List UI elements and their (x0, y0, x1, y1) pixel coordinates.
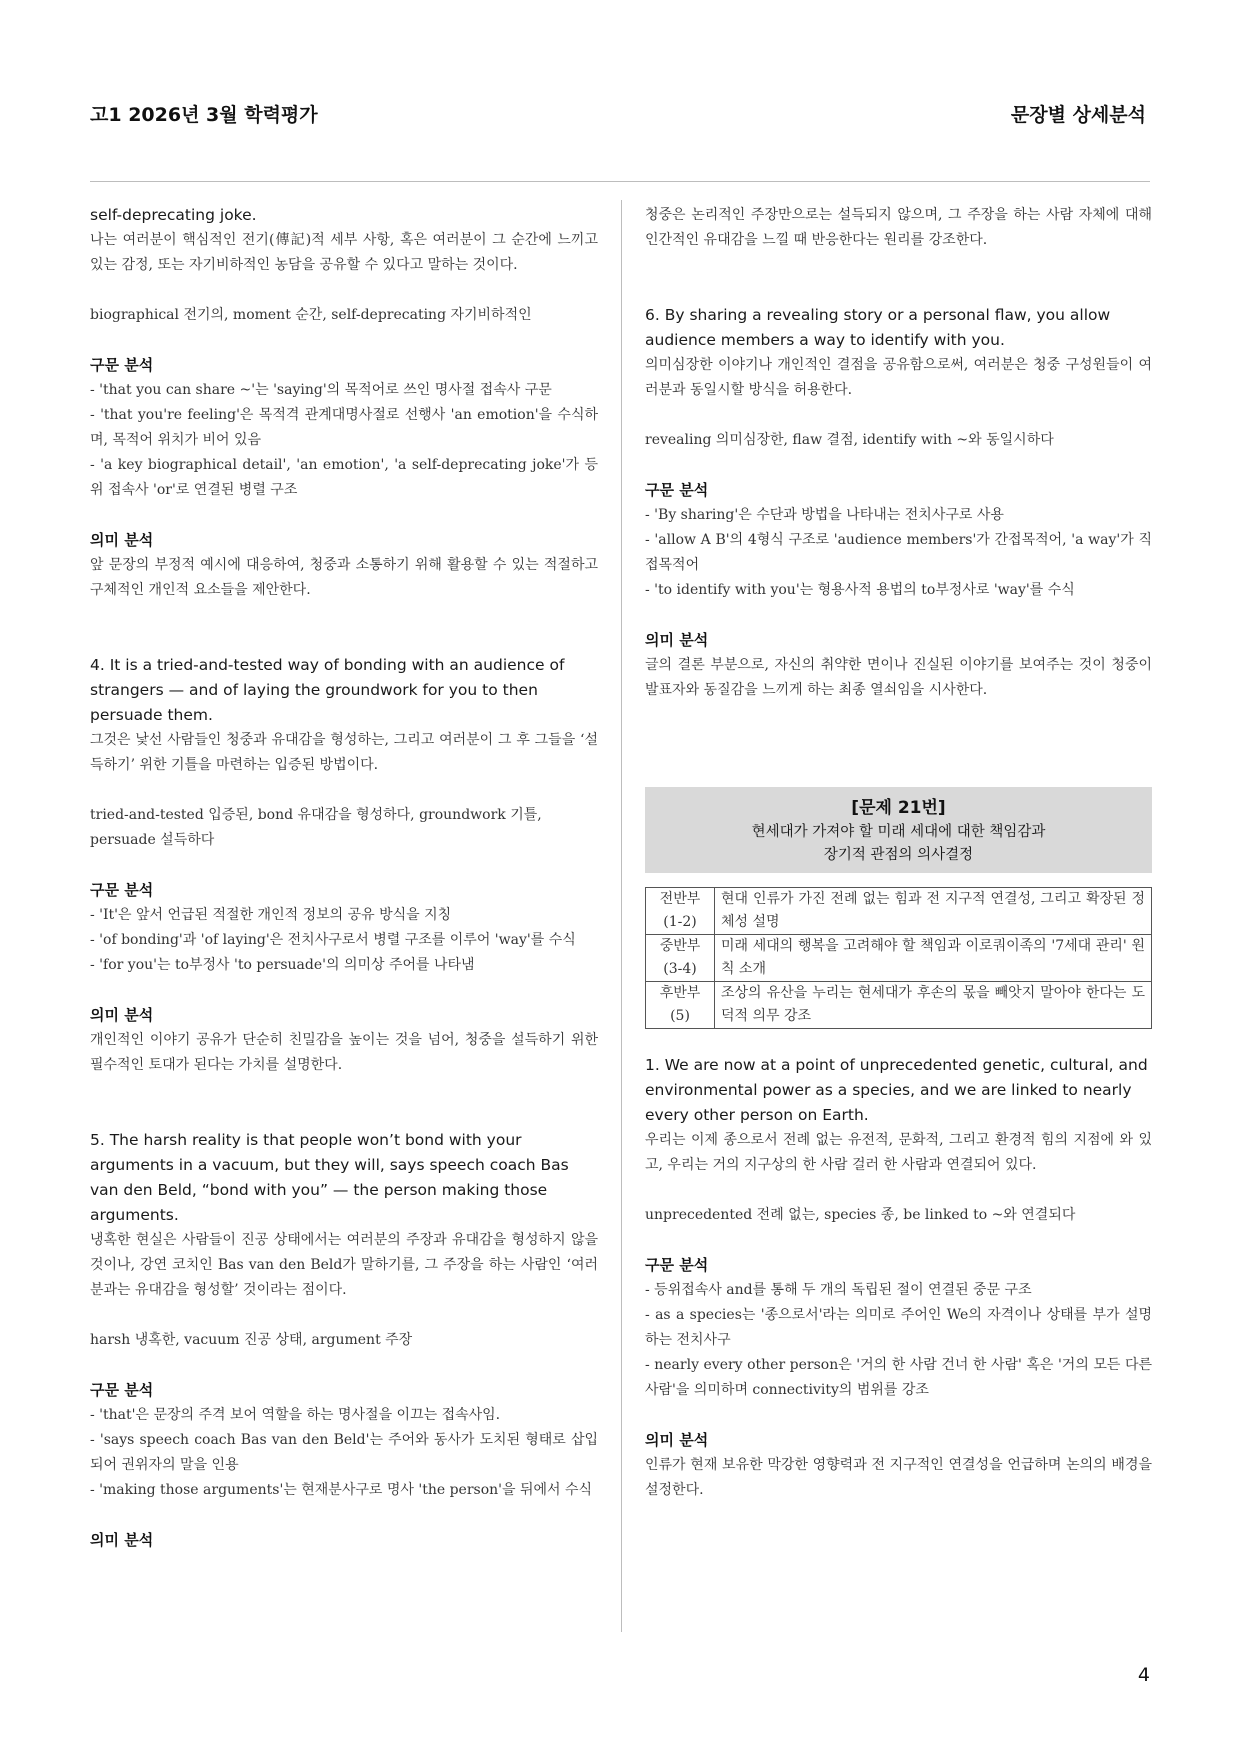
problem-title: [문제 21번] (851, 798, 946, 818)
syntax-item: - 'says speech coach Bas van den Beld'는 주어와 동사가 도치된 형태로 삽입되어 권위자의 말을 인용 (90, 1432, 598, 1473)
table-row (646, 888, 1152, 935)
sentence-5-translation: 냉혹한 현실은 사람들이 진공 상태에서는 여러분의 주장과 유대감을 형성하지 않을 것이나, 강연 코치인 Bas van den Beld가 말하기를, 그 주장을 하는 사람인 ‘여러분과는 유대감을 형성할’ 것이라는 점이다. (90, 1232, 598, 1298)
syntax-label: 구문 분석 (90, 881, 154, 899)
sentence-5-vocab: harsh 냉혹한, vacuum 진공 상태, argument 주장 (90, 1332, 413, 1348)
structure-description: 조상의 유산을 누리는 현세대가 후손의 몫을 빼앗지 말아야 한다는 도덕적 의무 강조 (715, 982, 1152, 1029)
table-row (646, 935, 1152, 982)
sentence-1-vocab: unprecedented 전례 없는, species 종, be linked to ~와 연결되다 (645, 1207, 1076, 1223)
sentence-6-translation: 의미심장한 이야기나 개인적인 결점을 공유함으로써, 여러분은 청중 구성원들이 여러분과 동일시할 방식을 허용한다. (645, 357, 1152, 398)
problem-subtitle-line2: 장기적 관점의 의사결정 (823, 847, 974, 863)
syntax-item: - 'allow A B'의 4형식 구조로 'audience members'가 간접목적어, 'a way'가 직접목적어 (645, 532, 1152, 573)
structure-part (646, 888, 715, 935)
syntax-item: - 'By sharing'은 수단과 방법을 나타내는 전치사구로 사용 (645, 507, 1004, 523)
structure-part (646, 982, 715, 1029)
part-range: (1-2) (663, 914, 697, 930)
meaning-text: 글의 결론 부분으로, 자신의 취약한 면이나 진실된 이야기를 보여주는 것이 청중이 발표자와 동질감을 느끼게 하는 최종 열쇠임을 시사한다. (645, 657, 1152, 698)
syntax-list (90, 1403, 598, 1503)
meaning-label: 의미 분석 (90, 1006, 154, 1024)
syntax-item: - 'for you'는 to부정사 'to persuade'의 의미상 주어를 나타냄 (90, 957, 475, 973)
part-name: 후반부 (659, 985, 701, 1001)
column-divider (621, 200, 622, 1632)
syntax-item: - 'to identify with you'는 형용사적 용법의 to부정사로 'way'를 수식 (645, 582, 1075, 598)
part-range: (5) (670, 1008, 690, 1024)
part-name: 중반부 (659, 938, 701, 954)
sentence-3-english-tail: self-deprecating joke. (90, 206, 257, 224)
sentence-3-vocab: biographical 전기의, moment 순간, self-deprecating 자기비하적인 (90, 307, 532, 323)
syntax-item: - 등위접속사 and를 통해 두 개의 독립된 절이 연결된 중문 구조 (645, 1282, 1032, 1298)
syntax-item: - 'that you're feeling'은 목적격 관계대명사절로 선행사 'an emotion'을 수식하며, 목적어 위치가 비어 있음 (90, 407, 598, 448)
sentence-4-english: 4. It is a tried-and-tested way of bonding with an audience of strangers — and of laying the groundwork for you to then persuade them. (90, 656, 565, 724)
syntax-list (645, 503, 1152, 603)
left-column (90, 203, 598, 1553)
syntax-list (645, 1278, 1152, 1403)
structure-description: 미래 세대의 행복을 고려해야 할 책임과 이로쿼이족의 '7세대 관리' 원칙 소개 (715, 935, 1152, 982)
header-rule (90, 181, 1150, 182)
syntax-item: - 'that'은 문장의 주격 보어 역할을 하는 명사절을 이끄는 접속사임. (90, 1407, 501, 1423)
part-name: 전반부 (659, 891, 701, 907)
sentence-4-translation: 그것은 낯선 사람들인 청중과 유대감을 형성하는, 그리고 여러분이 그 후 그들을 ‘설득하기’ 위한 기틀을 마련하는 입증된 방법이다. (90, 732, 598, 773)
meaning-text: 앞 문장의 부정적 예시에 대응하여, 청중과 소통하기 위해 활용할 수 있는 적절하고 구체적인 개인적 요소들을 제안한다. (90, 557, 598, 598)
meaning-text: 청중은 논리적인 주장만으로는 설득되지 않으며, 그 주장을 하는 사람 자체에 대해 인간적인 유대감을 느낄 때 반응한다는 원리를 강조한다. (645, 207, 1152, 248)
sentence-4-vocab: tried-and-tested 입증된, bond 유대감을 형성하다, groundwork 기틀, persuade 설득하다 (90, 807, 542, 848)
meaning-label: 의미 분석 (645, 1431, 709, 1449)
syntax-item: - 'of bonding'과 'of laying'은 전치사구로서 병렬 구조를 이루어 'way'를 수식 (90, 932, 576, 948)
syntax-item: - 'that you can share ~'는 'saying'의 목적어로 쓰인 명사절 접속사 구문 (90, 382, 552, 398)
section-title: 문장별 상세분석 (1010, 104, 1146, 126)
syntax-item: - 'a key biographical detail', 'an emotion', 'a self-deprecating joke'가 등위 접속사 'or'로 연결된 병렬 구조 (90, 457, 598, 498)
sentence-5-english: 5. The harsh reality is that people won’t bond with your arguments in a vacuum, but they will, says speech coach Bas van den Beld, “bond with you” — the person making those arguments. (90, 1131, 569, 1224)
page-number: 4 (1137, 1664, 1150, 1686)
syntax-item: - 'It'은 앞서 언급된 적절한 개인적 정보의 공유 방식을 지칭 (90, 907, 452, 923)
meaning-text: 인류가 현재 보유한 막강한 영향력과 전 지구적인 연결성을 언급하며 논의의 배경을 설정한다. (645, 1457, 1152, 1498)
meaning-label: 의미 분석 (90, 531, 154, 549)
part-range: (3-4) (663, 961, 697, 977)
meaning-label: 의미 분석 (645, 631, 709, 649)
sentence-3-translation: 나는 여러분이 핵심적인 전기(傳記)적 세부 사항, 혹은 여러분이 그 순간에 느끼고 있는 감정, 또는 자기비하적인 농담을 공유할 수 있다고 말하는 것이다. (90, 232, 598, 273)
syntax-item: - as a species는 '종으로서'라는 의미로 주어인 We의 자격이나 상태를 부가 설명하는 전치사구 (645, 1307, 1152, 1348)
syntax-label: 구문 분석 (90, 1381, 154, 1399)
sentence-1-translation: 우리는 이제 종으로서 전례 없는 유전적, 문화적, 그리고 환경적 힘의 지점에 와 있고, 우리는 거의 지구상의 한 사람 걸러 한 사람과 연결되어 있다. (645, 1132, 1152, 1173)
syntax-item: - nearly every other person은 '거의 한 사람 건너 한 사람' 혹은 '거의 모든 다른 사람'을 의미하며 connectivity의 범위를 강조 (645, 1357, 1152, 1398)
problem-header-box (645, 787, 1152, 873)
syntax-label: 구문 분석 (645, 481, 709, 499)
syntax-label: 구문 분석 (90, 356, 154, 374)
syntax-list (90, 903, 598, 978)
syntax-item: - 'making those arguments'는 현재분사구로 명사 'the person'을 뒤에서 수식 (90, 1482, 593, 1498)
document-title: 고1 2026년 3월 학력평가 (90, 104, 318, 126)
structure-table (645, 887, 1152, 1029)
sentence-6-vocab: revealing 의미심장한, flaw 결점, identify with ~와 동일시하다 (645, 432, 1054, 448)
syntax-label: 구문 분석 (645, 1256, 709, 1274)
structure-part (646, 935, 715, 982)
sentence-1-english: 1. We are now at a point of unprecedented genetic, cultural, and environmental power as a species, and we are linked to nearly every other person on Earth. (645, 1056, 1148, 1124)
structure-description: 현대 인류가 가진 전례 없는 힘과 전 지구적 연결성, 그리고 확장된 정체성 설명 (715, 888, 1152, 935)
table-row (646, 982, 1152, 1029)
right-column (645, 203, 1152, 1503)
sentence-6-english: 6. By sharing a revealing story or a personal flaw, you allow audience members a way to identify with you. (645, 306, 1111, 349)
syntax-list (90, 378, 598, 503)
problem-subtitle-line1: 현세대가 가져야 할 미래 세대에 대한 책임감과 (751, 824, 1046, 840)
meaning-label: 의미 분석 (90, 1531, 154, 1549)
meaning-text: 개인적인 이야기 공유가 단순히 친밀감을 높이는 것을 넘어, 청중을 설득하기 위한 필수적인 토대가 된다는 가치를 설명한다. (90, 1032, 598, 1073)
